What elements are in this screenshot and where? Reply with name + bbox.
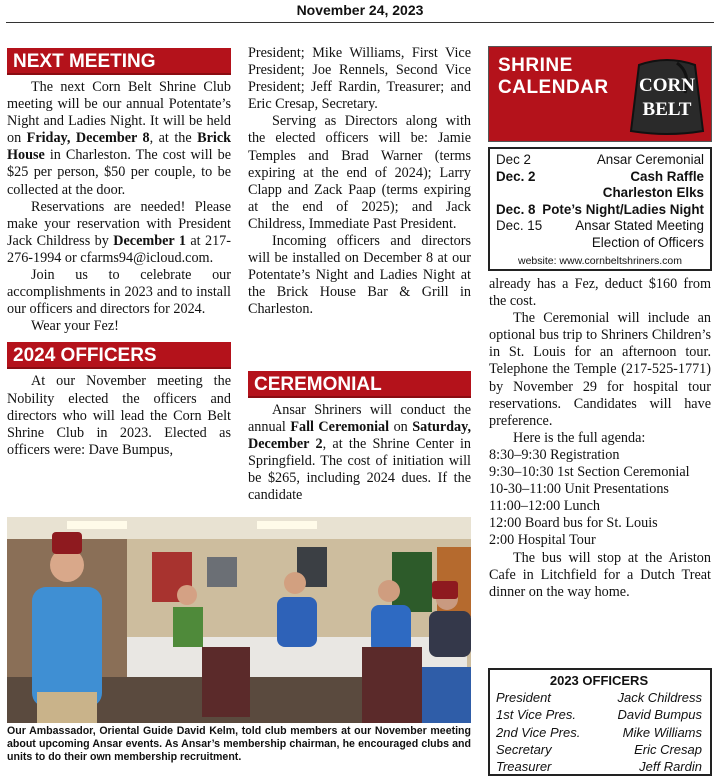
text: , at the Shrine Center in Springfield. The cost of initiation will be $265, including 2024 dues. If the candidate bbox=[248, 436, 471, 504]
officer-role: 1st Vice Pres. bbox=[496, 707, 576, 723]
meeting-photo bbox=[7, 517, 471, 723]
calendar-row bbox=[496, 185, 704, 202]
column-2 bbox=[248, 45, 471, 319]
agenda-item: 2:00 Hospital Tour bbox=[489, 532, 596, 549]
officer-role: Secretary bbox=[496, 741, 552, 757]
agenda-item: 9:30–10:30 1st Section Ceremonial bbox=[489, 464, 690, 481]
calendar-title-line-2: CALENDAR bbox=[498, 77, 609, 98]
calendar-event: Ansar Stated Meeting bbox=[575, 218, 704, 234]
ceremonial-p4: The bus will stop at the Ariston Cafe in Litchfield for a Dutch Treat dinner on the way home. bbox=[489, 549, 711, 600]
calendar-row bbox=[496, 235, 704, 252]
calendar-event: Ansar Ceremonial bbox=[596, 152, 704, 167]
column-1 bbox=[7, 48, 231, 459]
ceremonial-date: Saturday, December 2 bbox=[248, 419, 472, 453]
text: Reservations are needed! Please make your reservation with President Jack Childress by bbox=[7, 198, 231, 249]
corn-belt-fez-logo bbox=[625, 53, 709, 137]
officers-2024-p1-continued: President; Mike Williams, First Vice President; Joe Rennels, Second Vice President; Jeff Rardin, Treasurer; and Eric Cresap, Secretary. bbox=[248, 45, 471, 113]
ceremonial-p1-continued: already has a Fez, deduct $160 from the cost. bbox=[489, 276, 711, 310]
ceremonial-p1 bbox=[248, 402, 471, 505]
shrine-calendar-list bbox=[488, 147, 712, 271]
calendar-row bbox=[496, 169, 704, 186]
text: Ansar Shriners will conduct the annual bbox=[248, 402, 471, 436]
ceremonial-p3: Here is the full agenda: bbox=[513, 429, 646, 446]
text: in Charleston. The cost will be $25 per person, $50 per couple, to be collected at the door. bbox=[7, 147, 231, 198]
text: at 217-276-1994 or cfarms94@icloud.com. bbox=[7, 232, 232, 266]
calendar-event: Election of Officers bbox=[591, 234, 704, 250]
calendar-event: Pote’s Night/Ladies Night bbox=[542, 201, 704, 217]
column-3 bbox=[489, 276, 711, 601]
officer-role: Treasurer bbox=[496, 759, 552, 775]
calendar-date: Dec 2 bbox=[496, 152, 531, 167]
ceremonial-p2: The Ceremonial will include an optional bus trip to Shriners Children’s in St. Louis for an afternoon tour. Telephone the Temple (217-525-1771) by November 29 for hospital tour reservations. Candidates will have preference. bbox=[489, 310, 711, 429]
column-2-ceremonial bbox=[248, 371, 471, 505]
calendar-row bbox=[496, 152, 704, 169]
officer-row bbox=[496, 758, 702, 775]
officers-2024-heading: 2024 OFFICERS bbox=[7, 342, 231, 369]
next-meeting-p2 bbox=[7, 199, 231, 267]
agenda-item: 12:00 Board bus for St. Louis bbox=[489, 515, 658, 532]
meeting-date: Friday, December 8 bbox=[26, 130, 150, 147]
shrine-calendar-banner bbox=[488, 46, 712, 142]
top-rule bbox=[6, 22, 714, 23]
officer-role: 2nd Vice Pres. bbox=[496, 724, 581, 740]
calendar-event: Cash Raffle bbox=[630, 168, 704, 184]
text: on bbox=[389, 419, 413, 436]
next-meeting-p3: Join us to celebrate our accomplishments in 2023 and to install our officers and directors for 2024. bbox=[7, 267, 231, 318]
meeting-photo-illustration bbox=[7, 517, 471, 723]
officer-name: Mike Williams bbox=[622, 724, 702, 740]
next-meeting-heading: NEXT MEETING bbox=[7, 48, 231, 75]
photo-caption: Our Ambassador, Oriental Guide David Kelm, told club members at our November meeting about upcoming Ansar events. As Ansar’s membership chairman, he encouraged clubs and units to do their own membership recruitment. bbox=[7, 725, 471, 763]
calendar-website: website: www.cornbeltshriners.com bbox=[518, 254, 682, 267]
ceremonial-event: Fall Ceremonial bbox=[290, 419, 390, 436]
ceremonial-agenda bbox=[489, 447, 711, 550]
meeting-place: Brick House bbox=[7, 130, 232, 164]
officer-role: President bbox=[496, 690, 551, 706]
officers-2023-rows bbox=[496, 689, 702, 775]
issue-date: November 24, 2023 bbox=[296, 2, 424, 18]
officer-row bbox=[496, 724, 702, 741]
shrine-calendar-title bbox=[498, 55, 609, 99]
officers-2023-box bbox=[488, 668, 712, 776]
officer-name: David Bumpus bbox=[617, 707, 702, 723]
calendar-date: Dec. 15 bbox=[496, 218, 543, 234]
text: , at the bbox=[149, 130, 198, 147]
calendar-row bbox=[496, 202, 704, 219]
officer-row bbox=[496, 706, 702, 723]
next-meeting-p4: Wear your Fez! bbox=[31, 318, 119, 335]
officer-name: Eric Cresap bbox=[634, 741, 702, 757]
officers-2024-p1: At our November meeting the Nobility elected the officers and directors who will lead the Corn Belt Shrine Club in 2023. Elected as officers were: Dave Bumpus, bbox=[7, 373, 231, 458]
agenda-item: 10-30–11:00 Unit Presentations bbox=[489, 481, 669, 498]
logo-line-1: CORN bbox=[639, 75, 695, 96]
ceremonial-heading: CEREMONIAL bbox=[248, 371, 471, 398]
officers-2023-title: 2023 OFFICERS bbox=[549, 673, 649, 688]
officer-row bbox=[496, 741, 702, 758]
agenda-item: 8:30–9:30 Registration bbox=[489, 446, 620, 463]
calendar-event: Charleston Elks bbox=[602, 185, 704, 201]
next-meeting-p1 bbox=[7, 79, 231, 199]
calendar-row bbox=[496, 218, 704, 235]
officer-row bbox=[496, 689, 702, 706]
calendar-rows bbox=[496, 152, 704, 252]
calendar-date: Dec. 8 bbox=[496, 201, 536, 217]
reservation-deadline: December 1 bbox=[113, 232, 186, 249]
agenda-item: 11:00–12:00 Lunch bbox=[489, 498, 600, 515]
text: The next Corn Belt Shrine Club meeting will be our annual Potentate’s Night and Ladies Night. It will be held on bbox=[7, 79, 231, 147]
officers-2024-p2: Serving as Directors along with the elected officers will be: Jamie Temples and Brad Warner (terms expiring at the end of 2024); Larry Clapp and Zack Paap (terms expiring at the end of 2025); and Jack Childress, Immediate Past President. bbox=[248, 113, 471, 232]
officer-name: Jack Childress bbox=[617, 690, 702, 706]
calendar-title-line-1: SHRINE bbox=[498, 55, 573, 76]
officer-name: Jeff Rardin bbox=[639, 759, 702, 775]
calendar-date: Dec. 2 bbox=[496, 168, 536, 184]
logo-line-2: BELT bbox=[642, 99, 692, 120]
officers-2024-p3: Incoming officers and directors will be installed on December 8 at our Potentate’s Night and Ladies Night at the Brick House Bar & Grill in Charleston. bbox=[248, 233, 471, 318]
